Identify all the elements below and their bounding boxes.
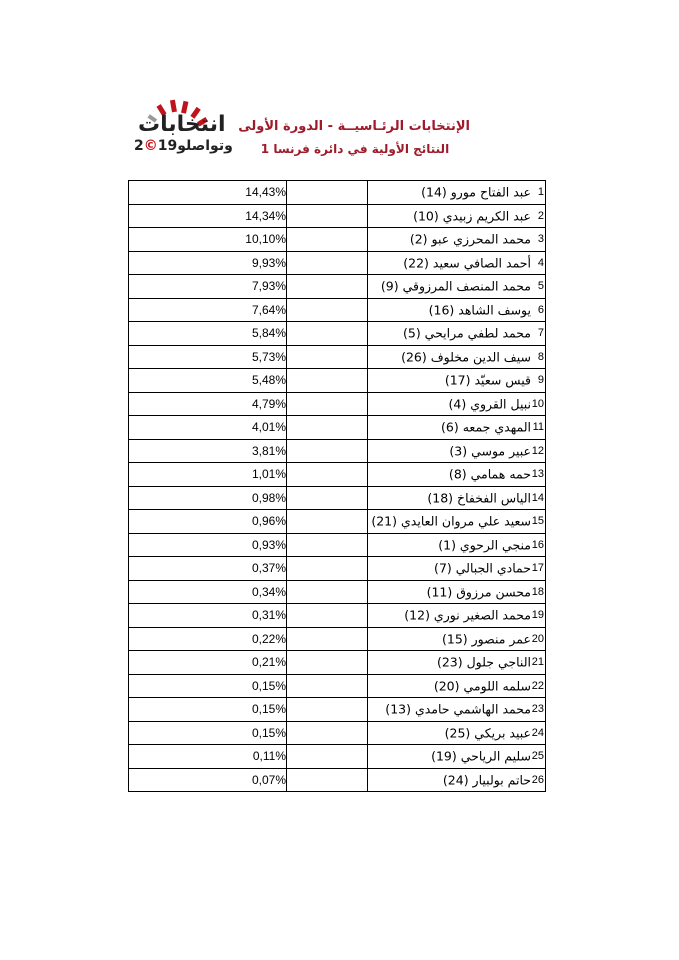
- candidate-cell: [368, 439, 546, 463]
- candidate-name: سعيد علي مروان العايدي (21): [371, 513, 531, 529]
- table-row: [129, 204, 546, 228]
- candidate-name: يوسف الشاهد (16): [428, 302, 531, 318]
- candidate-name: محسن مرزوق (11): [426, 584, 531, 600]
- candidate-name: حاتم بولبيار (24): [442, 772, 531, 788]
- candidate-name: محمد المنصف المرزوقي (9): [380, 278, 531, 294]
- candidate-name: عمر منصور (15): [441, 631, 531, 647]
- rank-number: 9: [537, 374, 544, 387]
- empty-cell: [287, 345, 368, 369]
- candidate-cell: [368, 557, 546, 581]
- page-title: الإنتخابات الرئـاسيــة - الدورة الأولى: [238, 119, 470, 134]
- candidate-name: أحمد الصافي سعيد (22): [403, 255, 531, 271]
- candidate-cell: [368, 181, 546, 205]
- vote-percentage: 0,34%: [129, 580, 287, 604]
- empty-cell: [287, 298, 368, 322]
- empty-cell: [287, 533, 368, 557]
- vote-percentage: 14,43%: [129, 181, 287, 205]
- empty-cell: [287, 416, 368, 440]
- rank-number: 26: [531, 773, 544, 786]
- candidate-cell: [368, 322, 546, 346]
- empty-cell: [287, 721, 368, 745]
- empty-cell: [287, 275, 368, 299]
- table-row: [129, 298, 546, 322]
- empty-cell: [287, 392, 368, 416]
- candidate-cell: [368, 698, 546, 722]
- vote-percentage: 7,93%: [129, 275, 287, 299]
- empty-cell: [287, 228, 368, 252]
- table-row: [129, 745, 546, 769]
- table-row: [129, 510, 546, 534]
- table-row: [129, 674, 546, 698]
- vote-percentage: 0,22%: [129, 627, 287, 651]
- logo-subtext: 2©19وتواصلو: [134, 138, 233, 154]
- candidate-name: محمد الهاشمي حامدي (13): [385, 701, 531, 717]
- vote-percentage: 0,93%: [129, 533, 287, 557]
- table-row: [129, 228, 546, 252]
- empty-cell: [287, 580, 368, 604]
- rank-number: 24: [531, 726, 544, 739]
- candidate-cell: [368, 204, 546, 228]
- empty-cell: [287, 181, 368, 205]
- rank-number: 5: [537, 280, 544, 293]
- candidate-name: محمد الصغير نوري (12): [404, 607, 531, 623]
- candidate-name: سليم الرياحي (19): [431, 748, 531, 764]
- candidate-cell: [368, 768, 546, 792]
- rank-number: 20: [531, 632, 544, 645]
- empty-cell: [287, 745, 368, 769]
- vote-percentage: 0,15%: [129, 674, 287, 698]
- vote-percentage: 5,84%: [129, 322, 287, 346]
- table-row: [129, 768, 546, 792]
- vote-percentage: 0,11%: [129, 745, 287, 769]
- table-row: [129, 251, 546, 275]
- vote-percentage: 0,31%: [129, 604, 287, 628]
- empty-cell: [287, 463, 368, 487]
- results-table: [128, 180, 546, 792]
- vote-percentage: 7,64%: [129, 298, 287, 322]
- empty-cell: [287, 322, 368, 346]
- vote-percentage: 14,34%: [129, 204, 287, 228]
- candidate-cell: [368, 486, 546, 510]
- table-row: [129, 439, 546, 463]
- rank-number: 2: [537, 209, 544, 222]
- rank-number: 6: [537, 303, 544, 316]
- vote-percentage: 9,93%: [129, 251, 287, 275]
- table-row: [129, 557, 546, 581]
- rank-number: 23: [531, 703, 544, 716]
- empty-cell: [287, 604, 368, 628]
- vote-percentage: 5,73%: [129, 345, 287, 369]
- candidate-name: عبيد بريكي (25): [444, 725, 531, 741]
- rank-number: 11: [532, 421, 544, 434]
- empty-cell: [287, 627, 368, 651]
- table-row: [129, 369, 546, 393]
- table-row: [129, 698, 546, 722]
- table-row: [129, 345, 546, 369]
- candidate-name: الناجي جلول (23): [436, 654, 531, 670]
- table-row: [129, 181, 546, 205]
- candidate-name: المهدي جمعه (6): [441, 419, 531, 435]
- rank-number: 10: [531, 397, 544, 410]
- candidate-name: عبد الكريم زبيدي (10): [413, 208, 531, 224]
- candidate-cell: [368, 298, 546, 322]
- vote-percentage: 0,15%: [129, 721, 287, 745]
- table-row: [129, 604, 546, 628]
- empty-cell: [287, 204, 368, 228]
- candidate-name: محمد لطفي مرايحي (5): [402, 325, 531, 341]
- candidate-cell: [368, 416, 546, 440]
- table-row: [129, 275, 546, 299]
- candidate-cell: [368, 510, 546, 534]
- rank-number: 16: [531, 538, 544, 551]
- vote-percentage: 0,07%: [129, 768, 287, 792]
- table-row: [129, 627, 546, 651]
- vote-percentage: 5,48%: [129, 369, 287, 393]
- vote-percentage: 4,01%: [129, 416, 287, 440]
- vote-percentage: 0,15%: [129, 698, 287, 722]
- vote-percentage: 1,01%: [129, 463, 287, 487]
- rank-number: 3: [537, 233, 544, 246]
- empty-cell: [287, 674, 368, 698]
- empty-cell: [287, 768, 368, 792]
- empty-cell: [287, 486, 368, 510]
- table-row: [129, 580, 546, 604]
- table-row: [129, 463, 546, 487]
- rank-number: 25: [531, 750, 544, 763]
- table-row: [129, 392, 546, 416]
- vote-percentage: 10,10%: [129, 228, 287, 252]
- vote-percentage: 3,81%: [129, 439, 287, 463]
- table-row: [129, 721, 546, 745]
- candidate-name: حمادي الجبالي (7): [434, 560, 531, 576]
- candidate-name: سيف الدين مخلوف (26): [401, 349, 531, 365]
- candidate-name: سلمه اللومي (20): [433, 678, 531, 694]
- candidate-cell: [368, 228, 546, 252]
- elections-logo: [132, 98, 233, 170]
- candidate-name: قيس سعيّد (17): [444, 372, 531, 388]
- table-row: [129, 533, 546, 557]
- candidate-cell: [368, 627, 546, 651]
- rank-number: 4: [537, 256, 544, 269]
- candidate-cell: [368, 251, 546, 275]
- empty-cell: [287, 557, 368, 581]
- vote-percentage: 0,96%: [129, 510, 287, 534]
- candidate-cell: [368, 463, 546, 487]
- candidate-cell: [368, 604, 546, 628]
- candidate-cell: [368, 369, 546, 393]
- table-row: [129, 322, 546, 346]
- rank-number: 8: [537, 350, 544, 363]
- candidate-name: الياس الفخفاخ (18): [427, 490, 531, 506]
- table-row: [129, 651, 546, 675]
- rank-number: 18: [531, 585, 544, 598]
- empty-cell: [287, 369, 368, 393]
- vote-percentage: 0,21%: [129, 651, 287, 675]
- candidate-name: عبد الفتاح مورو (14): [421, 184, 531, 200]
- candidate-cell: [368, 275, 546, 299]
- empty-cell: [287, 510, 368, 534]
- candidate-name: عبير موسي (3): [449, 443, 531, 459]
- candidate-cell: [368, 345, 546, 369]
- candidate-name: نبيل القروي (4): [448, 396, 531, 412]
- rank-number: 13: [531, 468, 544, 481]
- candidate-cell: [368, 674, 546, 698]
- candidate-cell: [368, 745, 546, 769]
- rank-number: 1: [537, 186, 544, 199]
- candidate-name: محمد المحرزي عبو (2): [409, 231, 531, 247]
- candidate-cell: [368, 533, 546, 557]
- vote-percentage: 0,98%: [129, 486, 287, 510]
- empty-cell: [287, 651, 368, 675]
- rank-number: 22: [531, 679, 544, 692]
- rank-number: 17: [531, 562, 544, 575]
- candidate-cell: [368, 721, 546, 745]
- rank-number: 21: [531, 656, 544, 669]
- empty-cell: [287, 251, 368, 275]
- candidate-cell: [368, 392, 546, 416]
- table-row: [129, 416, 546, 440]
- rank-number: 12: [531, 444, 544, 457]
- vote-percentage: 4,79%: [129, 392, 287, 416]
- candidate-cell: [368, 651, 546, 675]
- vote-percentage: 0,37%: [129, 557, 287, 581]
- rank-number: 14: [531, 491, 544, 504]
- rank-number: 7: [537, 327, 544, 340]
- logo-wordmark: انتخابات: [138, 112, 226, 137]
- candidate-name: حمه همامي (8): [448, 466, 531, 482]
- empty-cell: [287, 698, 368, 722]
- candidate-name: منجي الرحوي (1): [438, 537, 531, 553]
- empty-cell: [287, 439, 368, 463]
- rank-number: 19: [531, 609, 544, 622]
- candidate-cell: [368, 580, 546, 604]
- page-subtitle: النتائج الأولية في دائرة فرنسا 1: [260, 142, 450, 156]
- rank-number: 15: [531, 515, 544, 528]
- table-row: [129, 486, 546, 510]
